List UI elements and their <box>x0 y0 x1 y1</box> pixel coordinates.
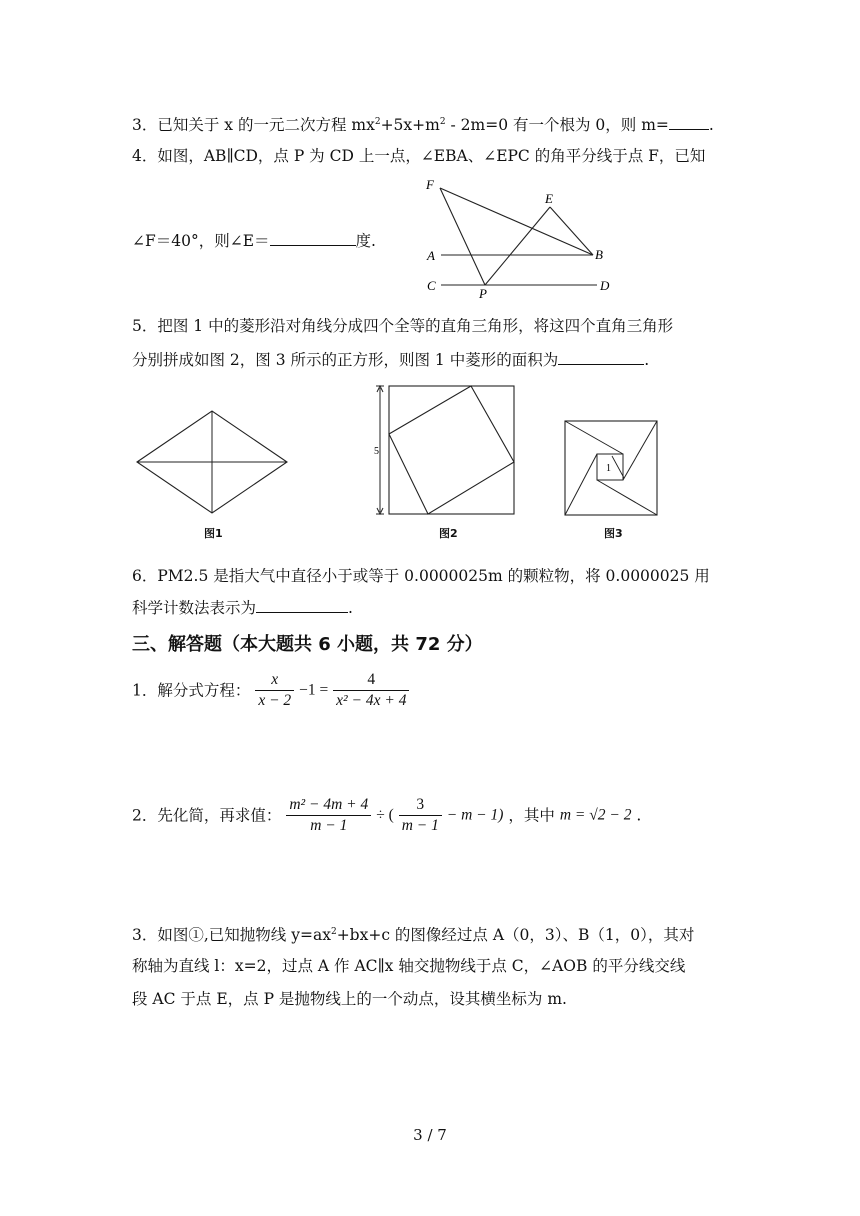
answer-blank <box>270 231 356 246</box>
label-e: E <box>545 191 553 206</box>
label-b: B <box>595 247 603 262</box>
section-3-title: 三、解答题（本大题共 6 小题，共 72 分） <box>132 634 483 655</box>
problem-2 <box>132 795 641 836</box>
p1-label: 1．解分式方程： <box>132 681 251 700</box>
label-f: F <box>426 177 434 192</box>
p3-line1-a: 3．如图①,已知抛物线 y=ax <box>132 926 331 945</box>
q3-text-a: 3．已知关于 x 的一元二次方程 mx <box>132 116 375 135</box>
segment-fp <box>440 188 485 285</box>
p1-frac2-num: 4 <box>333 670 409 691</box>
question-4-line1: 4．如图，AB∥CD，点 P 为 CD 上一点，∠EBA、∠EPC 的角平分线于点 F，已知 <box>132 147 706 165</box>
label-a: A <box>427 248 435 263</box>
fig3-inner-label: 1 <box>606 463 611 474</box>
p2-div: ÷ ( <box>376 806 394 824</box>
answer-blank <box>669 115 709 130</box>
p1-frac2-den: x² − 4x + 4 <box>336 692 407 709</box>
p2-tail: − m − 1) <box>446 806 504 824</box>
p1-frac1-num: x <box>255 670 294 691</box>
p3-line1-sup: 2 <box>330 927 337 937</box>
p3-line1-b: +bx+c 的图像经过点 A（0，3）、B（1，0），其对 <box>336 926 695 945</box>
problem-3-line3: 段 AC 于点 E，点 P 是抛物线上的一个动点，设其横坐标为 m. <box>132 990 567 1008</box>
label-p: P <box>479 286 487 301</box>
p1-mid: −1 = <box>299 681 329 699</box>
p2-frac2-num: 3 <box>399 795 442 816</box>
p1-fraction-2 <box>333 670 409 711</box>
p2-cond-a: ，其中 <box>508 806 555 825</box>
figure-3-square <box>562 418 660 518</box>
q3-text-d: . <box>708 116 714 135</box>
q3-sup1: 2 <box>374 117 381 127</box>
p2-cond-c: . <box>636 806 642 825</box>
question-4-line2 <box>132 231 376 251</box>
question-6-line2 <box>132 598 353 618</box>
p2-label: 2．先化简，再求值： <box>132 806 282 825</box>
p2-cond-b: m = √2 − 2 <box>559 806 632 824</box>
problem-1 <box>132 670 409 711</box>
p2-fraction-2 <box>399 795 442 836</box>
q4-text-a: ∠F＝40°，则∠E＝ <box>132 232 270 250</box>
problem-3-line1 <box>132 922 694 945</box>
q4-figure <box>415 175 620 303</box>
question-6-line1: 6．PM2.5 是指大气中直径小于或等于 0.0000025m 的颗粒物，将 0.0000025 用 <box>132 567 710 585</box>
q3-sup2: 2 <box>439 117 446 127</box>
figure-2-square <box>372 382 518 518</box>
label-c: C <box>427 278 436 293</box>
q5-text-a: 分别拼成如图 2，图 3 所示的正方形，则图 1 中菱形的面积为 <box>132 351 559 369</box>
segment-pe <box>485 207 550 285</box>
q3-text-c: - 2m=0 有一个根为 0，则 m= <box>445 116 669 135</box>
p2-frac2-den: m − 1 <box>401 817 439 834</box>
figure-2-caption: 图2 <box>439 527 458 540</box>
p2-frac1-num: m² − 4m + 4 <box>286 795 371 816</box>
figure-1-caption: 图1 <box>204 527 223 540</box>
answer-blank <box>256 598 348 613</box>
p1-frac1-den: x − 2 <box>258 692 292 709</box>
q6-text-b: . <box>348 599 353 617</box>
page-number: 3 / 7 <box>413 1126 447 1144</box>
p2-frac1-den: m − 1 <box>310 817 348 834</box>
problem-3-line2: 称轴为直线 l：x=2，过点 A 作 AC∥x 轴交抛物线于点 C，∠AOB 的平分线交线 <box>132 957 686 975</box>
q5-text-b: . <box>644 351 650 369</box>
p2-fraction-1 <box>286 795 371 836</box>
segment-eb <box>550 207 593 255</box>
q3-text-b: +5x+m <box>380 116 440 135</box>
figure-1-rhombus <box>134 405 294 525</box>
question-5-line1: 5．把图 1 中的菱形沿对角线分成四个全等的直角三角形，将这四个直角三角形 <box>132 317 674 335</box>
segment-fb <box>440 188 593 255</box>
question-3 <box>132 112 714 135</box>
answer-blank <box>558 350 644 365</box>
q4-text-b: 度. <box>355 232 376 250</box>
label-d: D <box>600 278 610 293</box>
question-5-line2 <box>132 350 649 370</box>
fig2-side-label: 5 <box>374 446 379 457</box>
figure-3-caption: 图3 <box>604 527 623 540</box>
q6-text-a: 科学计数法表示为 <box>132 599 257 617</box>
p1-fraction-1 <box>255 670 294 711</box>
